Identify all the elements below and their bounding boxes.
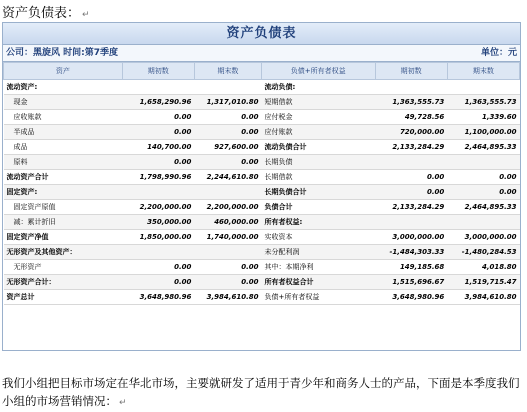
cell-liability-label: 流动负债合计 <box>261 140 375 155</box>
cell-asset-closing: 0.00 <box>194 125 261 140</box>
paragraph-mark-icon: ↵ <box>82 10 90 20</box>
cell-asset-label: 无形资产及其他资产： <box>4 245 123 260</box>
cell-liability-opening: 1,515,696.67 <box>375 275 447 290</box>
cell-liability-closing <box>447 155 519 170</box>
cell-liability-closing: 1,100,000.00 <box>447 125 519 140</box>
table-row <box>4 170 520 185</box>
cell-asset-label: 应收账款 <box>4 110 123 125</box>
cell-liability-opening: 3,000,000.00 <box>375 230 447 245</box>
cell-asset-opening: 350,000.00 <box>122 215 194 230</box>
table-row <box>4 215 520 230</box>
cell-asset-label: 固定资产: <box>4 185 123 200</box>
cell-asset-opening: 0.00 <box>122 275 194 290</box>
cell-liability-opening <box>375 215 447 230</box>
cell-liability-closing <box>447 215 519 230</box>
cell-liability-label: 其中：本期净利 <box>261 260 375 275</box>
cell-liability-label: 实收资本 <box>261 230 375 245</box>
cell-asset-opening: 2,200,000.00 <box>122 200 194 215</box>
cell-asset-label: 无形资产合计： <box>4 275 123 290</box>
cell-asset-label: 流动资产合计 <box>4 170 123 185</box>
cell-asset-label: 成品 <box>4 140 123 155</box>
table-row <box>4 260 520 275</box>
cell-liability-opening: 720,000.00 <box>375 125 447 140</box>
cell-liability-closing: 1,519,715.47 <box>447 275 519 290</box>
sheet-title: 资产负债表 <box>3 23 520 45</box>
cell-liability-closing: 1,339.60 <box>447 110 519 125</box>
company-period: 公司：黑旋风 时间:第7季度 <box>6 48 118 58</box>
cell-liability-label: 长期借款 <box>261 170 375 185</box>
cell-liability-closing: 4,018.80 <box>447 260 519 275</box>
cell-liability-opening: 2,133,284.29 <box>375 200 447 215</box>
table-row <box>4 140 520 155</box>
cell-asset-opening: 3,648,980.96 <box>122 290 194 305</box>
cell-liability-opening: 0.00 <box>375 170 447 185</box>
cell-liability-closing: 0.00 <box>447 185 519 200</box>
cell-asset-opening: 0.00 <box>122 260 194 275</box>
paragraph-mark-icon: ↵ <box>119 398 127 408</box>
cell-liability-label: 所有者权益合计 <box>261 275 375 290</box>
cell-liability-label: 负债+所有者权益 <box>261 290 375 305</box>
cell-liability-label: 负债合计 <box>261 200 375 215</box>
header-liab-opening: 期初数 <box>375 63 447 80</box>
cell-asset-opening <box>122 245 194 260</box>
cell-asset-closing: 2,244,610.80 <box>194 170 261 185</box>
cell-liability-closing: 1,363,555.73 <box>447 95 519 110</box>
cell-asset-closing: 0.00 <box>194 110 261 125</box>
cell-asset-label: 固定资产原值 <box>4 200 123 215</box>
cell-liability-opening: 2,133,284.29 <box>375 140 447 155</box>
cell-liability-closing: 2,464,895.33 <box>447 140 519 155</box>
cell-asset-label: 减：累计折旧 <box>4 215 123 230</box>
cell-liability-label: 短期借款 <box>261 95 375 110</box>
intro-line <box>2 2 90 21</box>
cell-asset-closing: 0.00 <box>194 155 261 170</box>
cell-asset-label: 无形资产 <box>4 260 123 275</box>
table-row <box>4 275 520 290</box>
header-liabilities-equity: 负债+所有者权益 <box>261 63 375 80</box>
cell-asset-label: 现金 <box>4 95 123 110</box>
cell-liability-opening: 49,728.56 <box>375 110 447 125</box>
balance-sheet <box>2 22 521 351</box>
body-paragraph <box>2 374 526 412</box>
cell-asset-closing: 3,984,610.80 <box>194 290 261 305</box>
cell-liability-label: 长期负债 <box>261 155 375 170</box>
cell-asset-label: 原料 <box>4 155 123 170</box>
cell-liability-opening <box>375 80 447 95</box>
table-row <box>4 230 520 245</box>
cell-asset-closing: 0.00 <box>194 260 261 275</box>
cell-liability-closing: 2,464,895.33 <box>447 200 519 215</box>
cell-liability-opening <box>375 155 447 170</box>
cell-asset-closing: 927,600.00 <box>194 140 261 155</box>
cell-liability-opening: 3,648,980.96 <box>375 290 447 305</box>
cell-liability-opening: 0.00 <box>375 185 447 200</box>
cell-liability-opening: 1,363,555.73 <box>375 95 447 110</box>
cell-asset-label: 资产总计 <box>4 290 123 305</box>
cell-asset-closing: 460,000.00 <box>194 215 261 230</box>
table-row <box>4 155 520 170</box>
cell-liability-label: 未分配利润 <box>261 245 375 260</box>
cell-liability-opening: -1,484,303.33 <box>375 245 447 260</box>
table-row <box>4 110 520 125</box>
currency-unit: 单位：元 <box>480 48 517 58</box>
cell-liability-label: 所有者权益: <box>261 215 375 230</box>
cell-asset-closing: 0.00 <box>194 275 261 290</box>
cell-liability-label: 长期负债合计 <box>261 185 375 200</box>
cell-asset-closing <box>194 185 261 200</box>
table-row <box>4 185 520 200</box>
header-assets: 资产 <box>4 63 123 80</box>
intro-text: 资产负债表： <box>2 6 81 21</box>
cell-asset-label: 流动资产: <box>4 80 123 95</box>
table-row <box>4 125 520 140</box>
cell-asset-opening: 0.00 <box>122 155 194 170</box>
cell-asset-opening: 0.00 <box>122 110 194 125</box>
cell-liability-opening: 149,185.68 <box>375 260 447 275</box>
paragraph-text: 我们小组把目标市场定在华北市场，主要就研发了适用于青少年和商务人士的产品，下面是本季度我们小组的市场营销情况： <box>2 376 520 408</box>
cell-liability-label: 应付税金 <box>261 110 375 125</box>
balance-table <box>3 62 520 305</box>
cell-asset-opening: 140,700.00 <box>122 140 194 155</box>
cell-asset-opening: 1,850,000.00 <box>122 230 194 245</box>
cell-asset-label: 半成品 <box>4 125 123 140</box>
table-row <box>4 200 520 215</box>
balance-table-body <box>4 80 520 305</box>
header-assets-opening: 期初数 <box>122 63 194 80</box>
cell-liability-label: 流动负债: <box>261 80 375 95</box>
header-row <box>4 63 520 80</box>
cell-asset-label: 固定资产净值 <box>4 230 123 245</box>
cell-asset-opening: 1,798,990.96 <box>122 170 194 185</box>
cell-asset-closing: 1,317,010.80 <box>194 95 261 110</box>
table-row <box>4 80 520 95</box>
cell-liability-closing: 3,984,610.80 <box>447 290 519 305</box>
cell-liability-closing <box>447 80 519 95</box>
cell-liability-closing: 0.00 <box>447 170 519 185</box>
sheet-meta <box>3 45 520 62</box>
cell-asset-closing <box>194 80 261 95</box>
cell-asset-closing <box>194 245 261 260</box>
cell-asset-opening: 1,658,290.96 <box>122 95 194 110</box>
cell-liability-label: 应付账款 <box>261 125 375 140</box>
header-liab-closing: 期末数 <box>447 63 519 80</box>
cell-liability-closing: -1,480,284.53 <box>447 245 519 260</box>
cell-asset-closing: 2,200,000.00 <box>194 200 261 215</box>
header-assets-closing: 期末数 <box>194 63 261 80</box>
cell-asset-closing: 1,740,000.00 <box>194 230 261 245</box>
table-row <box>4 95 520 110</box>
table-row <box>4 290 520 305</box>
cell-liability-closing: 3,000,000.00 <box>447 230 519 245</box>
cell-asset-opening <box>122 185 194 200</box>
table-row <box>4 245 520 260</box>
cell-asset-opening: 0.00 <box>122 125 194 140</box>
cell-asset-opening <box>122 80 194 95</box>
